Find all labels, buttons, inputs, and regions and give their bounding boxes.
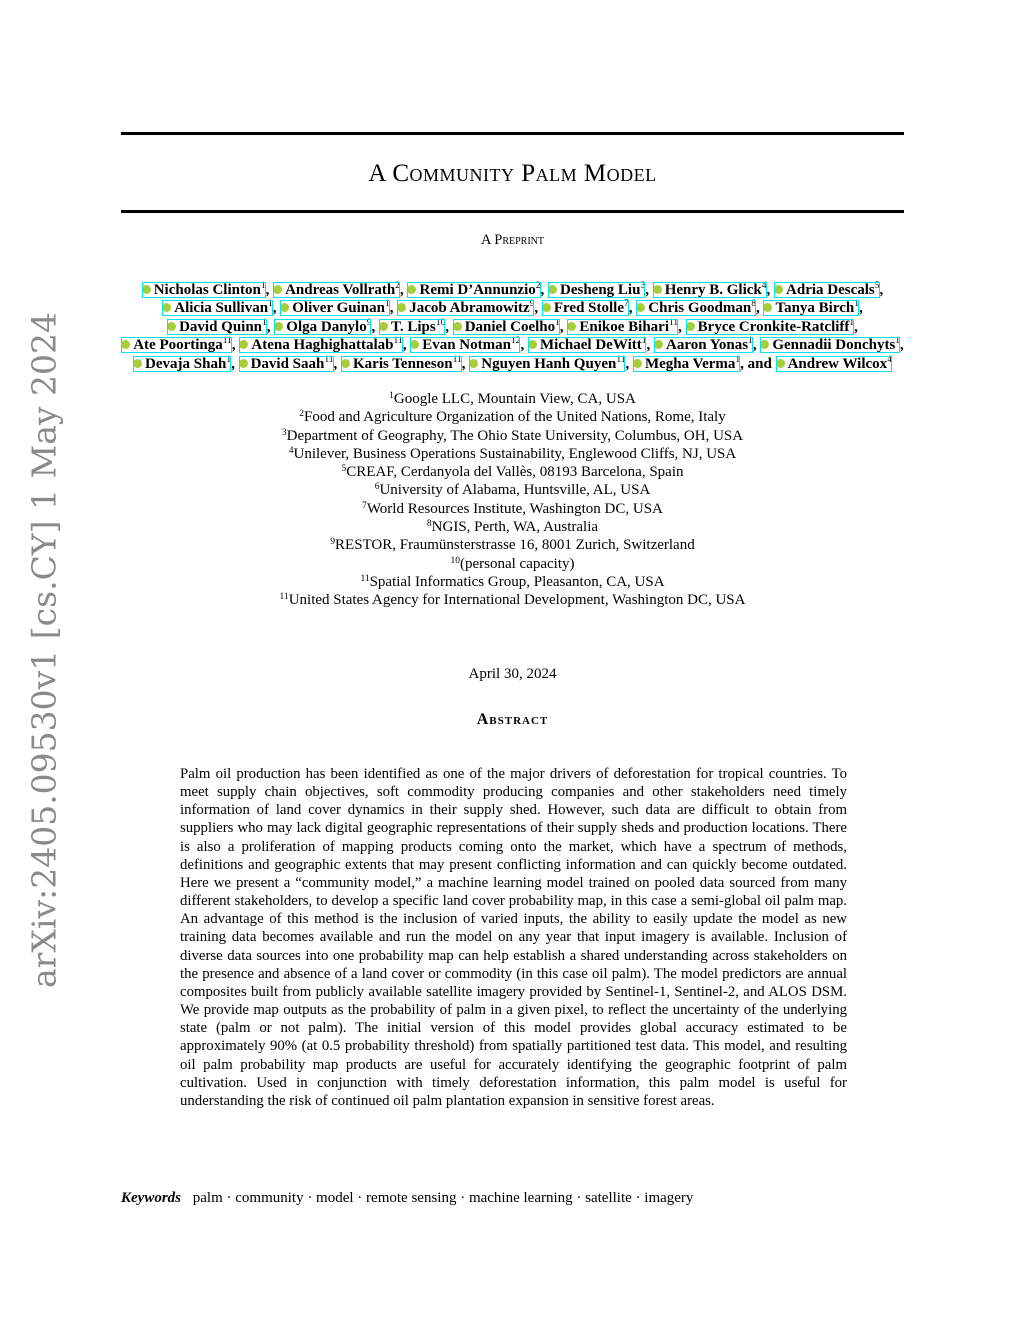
author-affiliation-mark: 1 xyxy=(641,336,647,347)
author-name: T. Lips xyxy=(390,318,436,335)
author-name: Jacob Abramowitz xyxy=(409,300,530,317)
orcid-icon[interactable] xyxy=(469,359,478,368)
orcid-icon[interactable] xyxy=(341,359,350,368)
abstract-body: Palm oil production has been identified as one of the major drivers of deforestation for tropical countries. To meet supply chain objectives, soft commodity producing companies and other stakeholders need timely information of land cover dynamics in their supply shed. However, such data are difficult to obtain from suppliers who may lack digital geographic representations of their supply sheds and production locations. There is also a proliferation of mapping products coming onto the market, which have a spectrum of methods, definitions and geographic extents that may present conflicting information and can quickly become outdated. Here we present a “community model,” a machine learning model trained on pooled data sourced from many different stakeholders, to develop a specific land cover probability map, in this case a semi-global oil palm map. An advantage of this method is the inclusion of varied inputs, the ability to easily update the model as new training data becomes available and run the model on any year that input imagery is available. Inclusion of diverse data sources into one probability map can help establish a shared understanding across stakeholders on the presence and absence of a land cover or commodity (in this case oil palm). The model predictors are annual composites built from publicly available satellite imagery provided by Sentinel-1, Sentinel-2, and ALOS DSM. We provide map outputs as the probability of palm in a given pixel, to reflect the uncertainty of the underlying state (palm or not palm). The initial version of this model provides global accuracy estimated to be approximately 90% (at 0.5 probability threshold) from spatially partitioned test data. This model, and resulting oil palm probability map products are useful for accurately identifying the geographic footprint of palm cultivation. Used in conjunction with timely deforestation information, this palm model is useful for understanding the risk of continued oil palm plantation expansion in sensitive forest areas. xyxy=(180,766,847,1109)
orcid-icon[interactable] xyxy=(407,285,416,294)
author-link[interactable] xyxy=(774,282,880,298)
author-link[interactable] xyxy=(133,356,231,372)
author-name: Tanya Birch xyxy=(775,300,855,317)
author-affiliation-mark: 9 xyxy=(529,299,535,310)
author-name: Bryce Cronkite-Ratcliff xyxy=(697,318,850,335)
author-name: Evan Notman xyxy=(422,337,511,354)
affiliation-line xyxy=(121,481,904,499)
author-link[interactable] xyxy=(407,282,540,298)
orcid-icon[interactable] xyxy=(239,340,248,349)
author-name: Alicia Sullivan xyxy=(174,300,269,317)
affiliation-number: 5 xyxy=(341,464,347,475)
author-link[interactable] xyxy=(121,337,232,353)
author-affiliation-mark: 10 xyxy=(435,317,446,328)
author-link[interactable] xyxy=(633,356,740,372)
author-name: Daniel Coelho xyxy=(464,318,556,335)
orcid-icon[interactable] xyxy=(274,322,283,331)
author-name: Henry B. Glick xyxy=(664,282,762,298)
orcid-icon[interactable] xyxy=(273,285,282,294)
author-affiliation-mark: 1 xyxy=(260,281,266,291)
author-link[interactable] xyxy=(654,337,753,353)
orcid-icon[interactable] xyxy=(121,340,130,349)
author-list: Nicholas Clinton$^1$, Andreas Vollrath$^2$, Remi D’Annunzio$^2$, Desheng Liu$^3$, Henry B. Glick$^4$, Adria Descals$^5$, Alicia Sullivan$^1$, Oliver Guinan$^1$, Jacob Abramowitz$^9$, Fred Stolle$^7$, Chris Goodman$^8$, Tanya Birch$^1$, David Quinn$^1$, Olga Danylo$^9$, T. Lips$^{10}$, Daniel Coelho$^1$, Enikoe Bihari$^{11}$, Bryce Cronkite-Ratcliff$^1$, Ate Poortinga$^{11}$, Atena Haghighattalab$^{11}$, Evan Notman$^{12}$, Michael DeWitt$^1$, Aaron Yonas$^1$, Gennadii Donchyts$^1$, Devaja Shah$^1$, David Saah$^{11}$, Karis Tenneson$^{11}$, Nguyen Hanh Quyen$^{11}$, Megha Verma$^1$, and Andrew Wilcox$^4$ xyxy=(119,281,906,373)
author-link[interactable] xyxy=(528,337,647,353)
author-name: Olga Danylo xyxy=(286,318,367,335)
affiliation-text: Unilever, Business Operations Sustainability, Englewood Cliffs, NJ, USA xyxy=(293,445,737,462)
author-link[interactable] xyxy=(686,319,855,335)
orcid-icon[interactable] xyxy=(410,340,419,349)
affiliation-number: 7 xyxy=(362,500,367,511)
author-affiliation-mark: 4 xyxy=(761,281,767,291)
author-name: David Quinn xyxy=(179,318,263,335)
author-name: Michael DeWitt xyxy=(539,337,642,354)
author-affiliation-mark: 12 xyxy=(510,336,521,347)
author-link[interactable] xyxy=(273,282,400,298)
author-link[interactable] xyxy=(548,282,645,298)
author-affiliation-mark: 1 xyxy=(849,317,855,328)
author-affiliation-mark: 9 xyxy=(366,317,372,328)
author-name: Atena Haghighattalab xyxy=(251,337,394,354)
orcid-icon[interactable] xyxy=(567,322,576,331)
author-affiliation-mark: 5 xyxy=(874,281,880,291)
author-affiliation-mark: 11 xyxy=(393,336,403,347)
affiliation-line xyxy=(121,573,904,591)
author-link[interactable] xyxy=(379,319,445,335)
author-link[interactable] xyxy=(142,282,266,298)
affiliation-number: 9 xyxy=(330,537,336,548)
author-name: Karis Tenneson xyxy=(353,355,453,372)
affiliation-line xyxy=(121,445,904,463)
author-affiliation-mark: 11 xyxy=(222,336,232,347)
author-conjunction: , and xyxy=(740,355,772,372)
affiliation-number: 10 xyxy=(450,555,460,566)
author-affiliation-mark: 1 xyxy=(748,336,753,347)
affiliation-text: World Resources Institute, Washington DC, USA xyxy=(366,500,663,517)
orcid-icon[interactable] xyxy=(653,285,662,294)
author-name: Chris Goodman xyxy=(648,300,752,317)
author-link[interactable] xyxy=(341,356,462,372)
arxiv-sidebar xyxy=(4,311,84,989)
author-name: Andreas Vollrath xyxy=(285,282,396,298)
author-name: Desheng Liu xyxy=(560,282,641,298)
affiliation-line xyxy=(121,427,904,445)
affiliation-text: (personal capacity) xyxy=(459,555,575,572)
author-affiliation-mark: 8 xyxy=(751,299,756,310)
arxiv-identifier[interactable]: arXiv:2405.09530v1 [cs.CY] 1 May 2024 xyxy=(24,311,64,989)
affiliation-number: 1 xyxy=(389,391,394,401)
affiliation-number: 2 xyxy=(299,409,304,420)
author-affiliation-mark: 1 xyxy=(226,354,232,365)
author-name: Fred Stolle xyxy=(553,300,625,317)
author-link[interactable] xyxy=(162,300,273,316)
orcid-icon[interactable] xyxy=(636,303,645,312)
author-link[interactable] xyxy=(469,356,625,372)
author-link[interactable] xyxy=(453,319,560,335)
author-affiliation-mark: 1 xyxy=(854,299,859,310)
author-link[interactable] xyxy=(542,300,629,316)
author-link[interactable] xyxy=(167,319,267,335)
author-link[interactable] xyxy=(760,337,900,353)
orcid-icon[interactable] xyxy=(397,303,406,312)
author-affiliation-mark: 1 xyxy=(268,299,273,310)
author-affiliation-mark: 2 xyxy=(535,281,541,291)
author-name: David Saah xyxy=(250,355,325,372)
orcid-icon[interactable] xyxy=(548,285,557,294)
affiliation-line xyxy=(121,518,904,536)
author-link[interactable] xyxy=(239,356,334,372)
affiliation-text: NGIS, Perth, WA, Australia xyxy=(431,519,599,536)
author-link[interactable] xyxy=(410,337,520,353)
author-affiliation-mark: 1 xyxy=(895,336,901,347)
orcid-icon[interactable] xyxy=(167,322,176,331)
author-name: Nicholas Clinton xyxy=(153,282,261,298)
author-name: Enikoe Bihari xyxy=(579,318,669,335)
orcid-icon[interactable] xyxy=(379,322,388,331)
author-link[interactable] xyxy=(763,300,859,316)
affiliation-line xyxy=(121,591,904,609)
author-affiliation-mark: 1 xyxy=(735,354,741,365)
orcid-icon[interactable] xyxy=(528,340,537,349)
author-name: Adria Descals xyxy=(786,282,875,298)
title-rule-top xyxy=(121,132,904,135)
paper-date: April 30, 2024 xyxy=(468,666,557,682)
affiliation-text: RESTOR, Fraumünsterstrasse 16, 8001 Zurich, Switzerland xyxy=(335,537,695,554)
orcid-icon[interactable] xyxy=(162,303,171,312)
orcid-icon[interactable] xyxy=(774,285,783,294)
author-affiliation-mark: 11 xyxy=(324,354,334,365)
author-name: Devaja Shah xyxy=(145,355,227,372)
keywords-text: palm · community · model · remote sensing · machine learning · satellite · imagery xyxy=(192,1190,694,1206)
orcid-icon[interactable] xyxy=(776,359,785,368)
orcid-icon[interactable] xyxy=(142,285,151,294)
author-link[interactable] xyxy=(274,319,371,335)
author-affiliation-mark: 1 xyxy=(384,299,390,310)
author-affiliation-mark: 1 xyxy=(555,317,560,328)
author-name: Remi D’Annunzio xyxy=(419,282,536,298)
orcid-icon[interactable] xyxy=(239,359,248,368)
affiliation-number: 3 xyxy=(281,427,287,438)
affiliation-line xyxy=(121,408,904,426)
author-link[interactable] xyxy=(636,300,756,316)
author-affiliation-mark: 7 xyxy=(624,299,629,310)
affiliation-text: Department of Geography, The Ohio State University, Columbus, OH, USA xyxy=(286,427,744,444)
keywords-line xyxy=(121,1190,904,1207)
paper-title: A Community Palm Model xyxy=(368,160,657,187)
preprint-label: A Preprint xyxy=(480,232,545,248)
affiliation-text: United States Agency for International Development, Washington DC, USA xyxy=(288,592,746,609)
author-link[interactable] xyxy=(567,319,678,335)
orcid-icon[interactable] xyxy=(453,322,462,331)
orcid-icon[interactable] xyxy=(686,322,695,331)
affiliation-text: Spatial Informatics Group, Pleasanton, CA, USA xyxy=(369,573,665,590)
author-name: Nguyen Hanh Quyen xyxy=(481,355,617,372)
author-affiliation-mark: 1 xyxy=(262,317,267,328)
author-link[interactable] xyxy=(280,300,389,316)
author-affiliation-mark: 11 xyxy=(452,354,462,365)
author-name: Andrew Wilcox xyxy=(787,355,888,372)
abstract-heading: Abstract xyxy=(476,711,549,728)
orcid-icon[interactable] xyxy=(760,340,769,349)
author-link[interactable] xyxy=(776,356,892,372)
author-link[interactable] xyxy=(653,282,767,298)
affiliation-text: Food and Agriculture Organization of the United Nations, Rome, Italy xyxy=(304,409,726,426)
affiliation-number: 11 xyxy=(279,592,289,603)
author-name: Ate Poortinga xyxy=(133,337,223,354)
author-link[interactable] xyxy=(397,300,534,316)
affiliation-line xyxy=(121,500,904,518)
author-affiliation-mark: 4 xyxy=(887,354,892,365)
affiliation-text: Google LLC, Mountain View, CA, USA xyxy=(393,391,636,407)
orcid-icon[interactable] xyxy=(133,359,142,368)
author-name: Megha Verma xyxy=(644,355,736,372)
orcid-icon[interactable] xyxy=(280,303,289,312)
author-affiliation-mark: 11 xyxy=(669,317,679,328)
affiliation-list xyxy=(121,390,904,610)
author-affiliation-mark: 3 xyxy=(640,281,646,291)
affiliation-number: 11 xyxy=(360,573,370,584)
orcid-icon[interactable] xyxy=(654,340,663,349)
author-affiliation-mark: 2 xyxy=(395,281,400,291)
orcid-icon[interactable] xyxy=(542,303,551,312)
affiliation-line xyxy=(121,555,904,573)
title-rule-bottom xyxy=(121,210,904,213)
affiliation-line xyxy=(121,463,904,481)
affiliation-number: 4 xyxy=(288,445,294,456)
affiliation-line xyxy=(121,536,904,554)
affiliation-text: CREAF, Cerdanyola del Vallès, 08193 Barcelona, Spain xyxy=(346,464,684,481)
author-name: Gennadii Donchyts xyxy=(772,337,896,354)
author-name: Aaron Yonas xyxy=(665,337,749,354)
author-name: Oliver Guinan xyxy=(292,300,385,317)
affiliation-number: 8 xyxy=(426,519,432,530)
affiliation-number: 6 xyxy=(374,482,380,493)
orcid-icon[interactable] xyxy=(763,303,772,312)
author-link[interactable] xyxy=(239,337,402,353)
affiliation-text: University of Alabama, Huntsville, AL, USA xyxy=(379,482,651,499)
author-affiliation-mark: 11 xyxy=(616,354,626,365)
affiliation-line xyxy=(121,390,904,408)
keywords-label: Keywords xyxy=(121,1190,181,1206)
orcid-icon[interactable] xyxy=(633,359,642,368)
